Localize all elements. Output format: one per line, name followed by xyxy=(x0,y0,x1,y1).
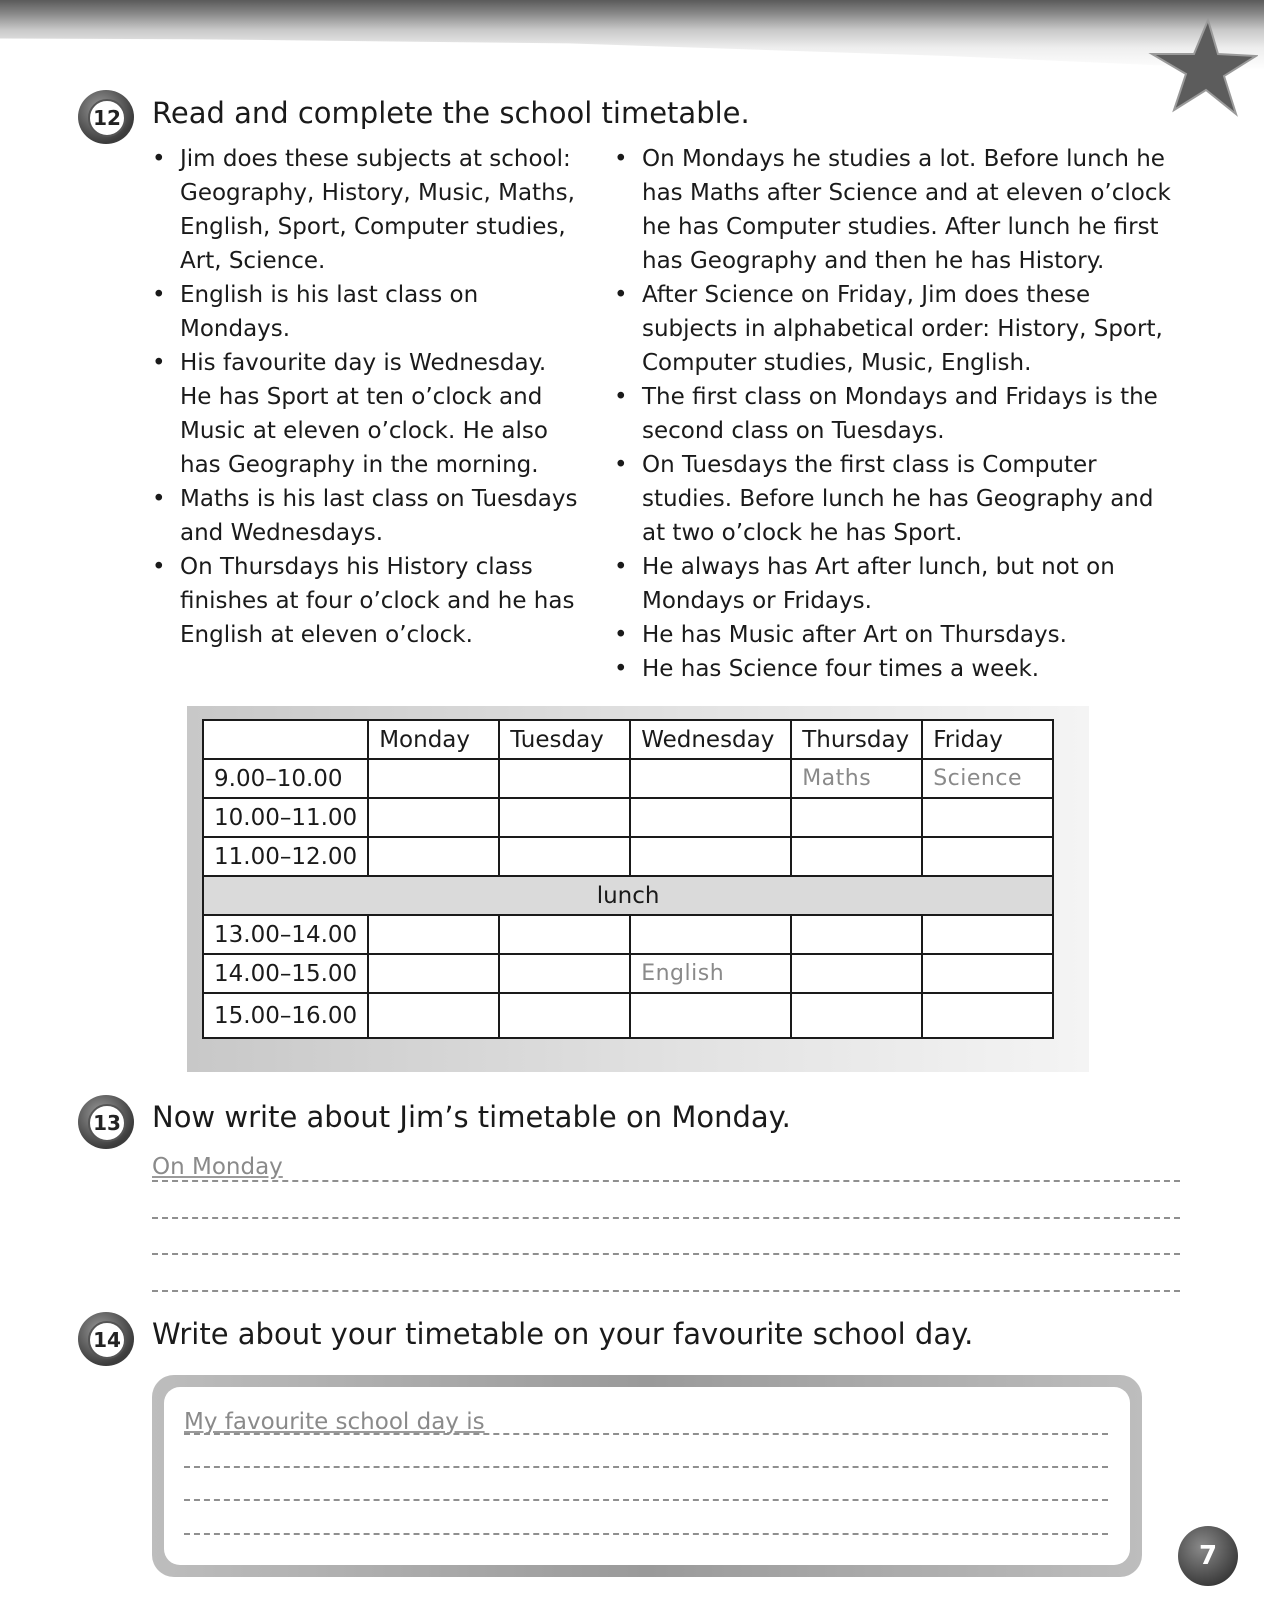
answer-cell[interactable] xyxy=(368,837,499,876)
time-cell: 9.00–10.00 xyxy=(203,759,368,798)
answer-cell[interactable] xyxy=(630,759,791,798)
time-cell: 13.00–14.00 xyxy=(203,915,368,954)
time-cell: 11.00–12.00 xyxy=(203,837,368,876)
answer-cell[interactable]: Science xyxy=(922,759,1053,798)
writing-line[interactable] xyxy=(184,1533,1108,1535)
writing-line[interactable] xyxy=(152,1253,1180,1255)
exercise-13-badge xyxy=(78,1095,134,1149)
table-row xyxy=(203,915,1053,954)
answer-cell[interactable] xyxy=(791,993,922,1038)
answer-cell[interactable] xyxy=(499,798,630,837)
answer-cell[interactable] xyxy=(368,954,499,993)
header-band xyxy=(0,0,1264,70)
page-number: 7 xyxy=(1178,1526,1238,1586)
answer-cell[interactable] xyxy=(368,915,499,954)
writing-line[interactable] xyxy=(152,1180,1180,1182)
clue-list-right xyxy=(612,142,1182,686)
clue-item: • On Mondays he studies a lot. Before lunch he has Maths after Science and at eleven o’clock he has Computer studies. After lunch he first has Geography and then he has History. xyxy=(612,142,1182,278)
table-row xyxy=(203,759,1053,798)
clue-item: • He always has Art after lunch, but not on Mondays or Fridays. xyxy=(612,550,1182,618)
clue-item: • He has Science four times a week. xyxy=(612,652,1182,686)
clue-item: • Jim does these subjects at school: Geography, History, Music, Maths, English, Sport, Computer studies, Art, Science. xyxy=(150,142,580,278)
star-icon xyxy=(1148,18,1258,118)
exercise-13-number: 13 xyxy=(88,1104,126,1142)
answer-cell[interactable] xyxy=(791,954,922,993)
clue-list-left xyxy=(150,142,580,652)
table-row xyxy=(203,993,1053,1038)
answer-cell[interactable] xyxy=(922,915,1053,954)
exercise-14-starter: My favourite school day is xyxy=(184,1409,485,1435)
answer-cell[interactable] xyxy=(922,954,1053,993)
timetable xyxy=(202,719,1054,1039)
corner-cell xyxy=(203,720,368,759)
table-row xyxy=(203,798,1053,837)
day-header: Wednesday xyxy=(630,720,791,759)
answer-cell[interactable] xyxy=(499,837,630,876)
table-row xyxy=(203,954,1053,993)
answer-cell[interactable] xyxy=(922,837,1053,876)
answer-cell[interactable] xyxy=(791,915,922,954)
answer-cell[interactable] xyxy=(630,837,791,876)
clue-item: • He has Music after Art on Thursdays. xyxy=(612,618,1182,652)
clue-item: • His favourite day is Wednesday. He has Sport at ten o’clock and Music at eleven o’clock. He also has Geography in the morning. xyxy=(150,346,580,482)
day-header: Thursday xyxy=(791,720,922,759)
writing-box-inner xyxy=(164,1387,1130,1565)
answer-cell[interactable] xyxy=(791,837,922,876)
answer-cell[interactable] xyxy=(499,915,630,954)
clue-item: • After Science on Friday, Jim does these subjects in alphabetical order: History, Sport, Computer studies, Music, English. xyxy=(612,278,1182,380)
table-row xyxy=(203,837,1053,876)
answer-cell[interactable] xyxy=(499,759,630,798)
answer-cell[interactable] xyxy=(922,798,1053,837)
writing-box xyxy=(152,1375,1142,1577)
timetable-header-row xyxy=(203,720,1053,759)
exercise-13-starter: On Monday xyxy=(152,1154,283,1180)
exercise-14-badge xyxy=(78,1312,134,1366)
answer-cell[interactable] xyxy=(922,993,1053,1038)
answer-cell[interactable] xyxy=(368,798,499,837)
clue-item: • On Thursdays his History class finishes at four o’clock and he has English at eleven o’clock. xyxy=(150,550,580,652)
answer-cell[interactable]: English xyxy=(630,954,791,993)
day-header: Monday xyxy=(368,720,499,759)
answer-cell[interactable] xyxy=(499,954,630,993)
answer-cell[interactable] xyxy=(499,993,630,1038)
lunch-cell: lunch xyxy=(203,876,1053,915)
answer-cell[interactable] xyxy=(791,798,922,837)
writing-line[interactable] xyxy=(152,1217,1180,1219)
clue-item: • The first class on Mondays and Fridays is the second class on Tuesdays. xyxy=(612,380,1182,448)
exercise-12-number: 12 xyxy=(88,99,126,137)
writing-line[interactable] xyxy=(152,1290,1180,1292)
time-cell: 15.00–16.00 xyxy=(203,993,368,1038)
answer-cell[interactable] xyxy=(630,915,791,954)
exercise-12-title: Read and complete the school timetable. xyxy=(152,96,750,130)
clue-item: • On Tuesdays the first class is Computer studies. Before lunch he has Geography and at two o’clock he has Sport. xyxy=(612,448,1182,550)
exercise-14-title: Write about your timetable on your favourite school day. xyxy=(152,1317,974,1351)
day-header: Friday xyxy=(922,720,1053,759)
exercise-12-badge xyxy=(78,90,134,144)
writing-line[interactable] xyxy=(184,1433,1108,1435)
day-header: Tuesday xyxy=(499,720,630,759)
time-cell: 10.00–11.00 xyxy=(203,798,368,837)
writing-line[interactable] xyxy=(184,1499,1108,1501)
answer-cell[interactable]: Maths xyxy=(791,759,922,798)
exercise-13-title: Now write about Jim’s timetable on Monday. xyxy=(152,1100,791,1134)
answer-cell[interactable] xyxy=(368,993,499,1038)
time-cell: 14.00–15.00 xyxy=(203,954,368,993)
answer-cell[interactable] xyxy=(630,993,791,1038)
exercise-14-number: 14 xyxy=(88,1321,126,1359)
answer-cell[interactable] xyxy=(368,759,499,798)
clue-item: • Maths is his last class on Tuesdays and Wednesdays. xyxy=(150,482,580,550)
lunch-row xyxy=(203,876,1053,915)
answer-cell[interactable] xyxy=(630,798,791,837)
writing-line[interactable] xyxy=(184,1466,1108,1468)
clue-item: • English is his last class on Mondays. xyxy=(150,278,580,346)
